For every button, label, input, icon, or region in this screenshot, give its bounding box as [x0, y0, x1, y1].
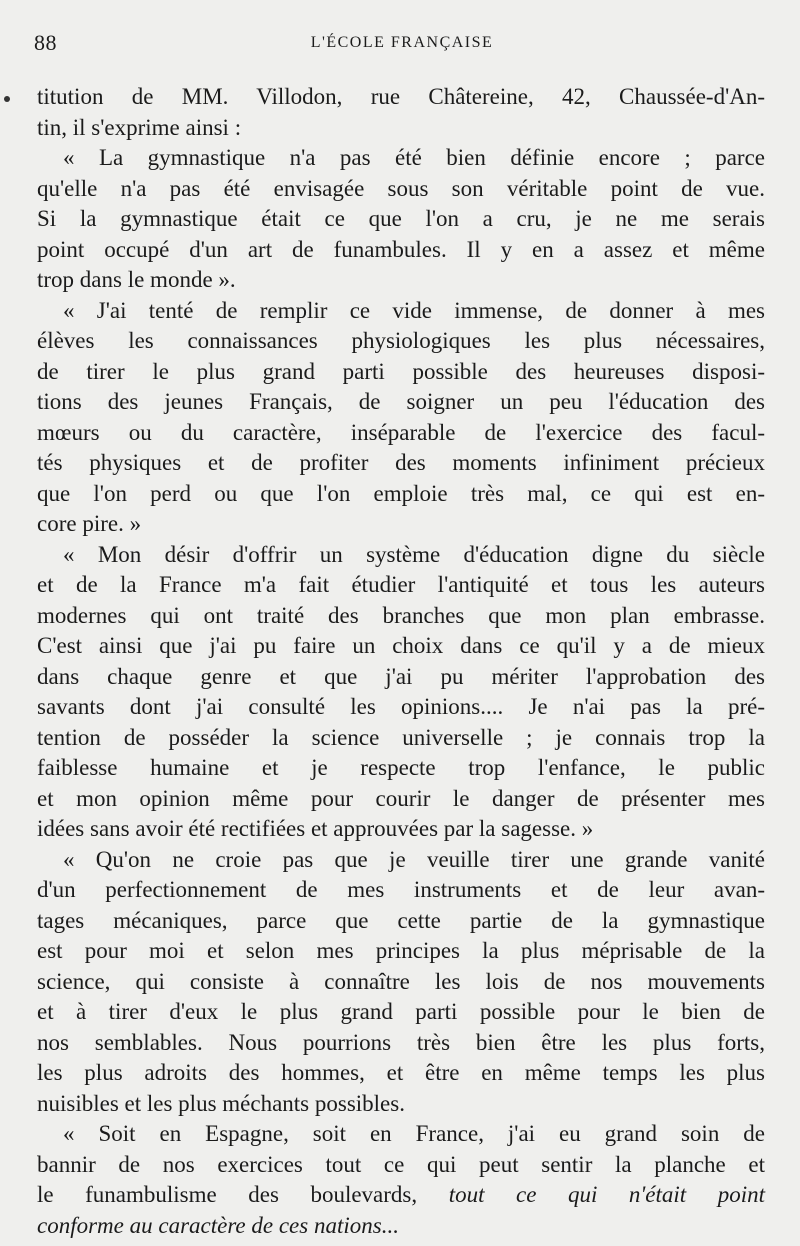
text-line: science, qui consiste à connaître les lois de nos mouvements — [37, 968, 765, 994]
text-line: que l'on perd ou que l'on emploie très mal, ce qui est en- — [37, 480, 765, 506]
text-line-mixed — [37, 1180, 765, 1211]
page-number: 88 — [34, 30, 57, 55]
text-line: et de la France m'a fait étudier l'antiquité et tous les auteurs — [37, 572, 765, 597]
text-line: qu'elle n'a pas été envisagée sous son véritable point de vue. — [37, 175, 765, 201]
text-line: modernes qui ont traité des branches que mon plan embrasse. — [37, 602, 765, 628]
text-line: tés physiques et de profiter des moments infiniment précieux — [37, 450, 765, 475]
text-line: mœurs ou du caractère, inséparable de l'exercice des facul- — [37, 419, 765, 445]
text-line: et mon opinion même pour courir le danger de présenter mes — [37, 785, 765, 811]
text-line: nos semblables. Nous pourrions très bien être les plus forts, — [37, 1029, 765, 1055]
text-line: nuisibles et les plus méchants possibles. — [37, 1090, 405, 1116]
text-line: et à tirer d'eux le plus grand parti possible pour le bien de — [37, 999, 765, 1024]
text-line: « Mon désir d'offrir un système d'éducation digne du siècle — [63, 541, 765, 567]
text-line: de tirer le plus grand parti possible des heureuses disposi- — [37, 358, 765, 384]
text-line: trop dans le monde ». — [37, 267, 236, 292]
text-line: tages mécaniques, parce que cette partie de la gymnastique — [37, 907, 765, 933]
page-header — [34, 30, 770, 60]
text-line: faiblesse humaine et je respecte trop l'enfance, le public — [37, 755, 765, 780]
text-line: est pour moi et selon mes principes la plus méprisable de la — [37, 938, 765, 963]
text-line: « Soit en Espagne, soit en France, j'ai eu grand soin de — [63, 1121, 765, 1146]
text-line: titution de MM. Villodon, rue Châtereine, 42, Chaussée-d'An- — [37, 84, 765, 109]
text-line: élèves les connaissances physiologiques les plus nécessaires, — [37, 328, 765, 353]
text-line: dans chaque genre et que j'ai pu mériter l'approbation des — [37, 663, 765, 689]
text-line: Si la gymnastique était ce que l'on a cru, je ne me serais — [37, 206, 765, 231]
text-line: point occupé d'un art de funambules. Il y en a assez et même — [37, 236, 765, 262]
text-line-italic: conforme au caractère de ces nations... — [37, 1212, 399, 1238]
text-line: C'est ainsi que j'ai pu faire un choix dans ce qu'il y a de mieux — [37, 633, 765, 658]
text-line: d'un perfectionnement de mes instruments et de leur avan- — [37, 877, 765, 902]
margin-mark — [4, 96, 10, 102]
running-title: L'ÉCOLE FRANÇAISE — [310, 34, 494, 51]
text-line: savants dont j'ai consulté les opinions.... Je n'ai pas la pré- — [37, 694, 765, 719]
text-line: « La gymnastique n'a pas été bien définie encore ; parce — [63, 145, 765, 170]
text-line: « Qu'on ne croie pas que je veuille tirer une grande vanité — [63, 846, 765, 872]
body-text — [37, 82, 765, 1241]
text-line: bannir de nos exercices tout ce qui peut sentir la planche et — [37, 1151, 765, 1177]
text-line: les plus adroits des hommes, et être en même temps les plus — [37, 1060, 765, 1085]
text-line-roman: le funambulisme des boulevards, — [37, 1182, 418, 1207]
text-line-italic: tout ce qui n'était point — [448, 1182, 766, 1207]
text-line: « J'ai tenté de remplir ce vide immense, de donner à mes — [63, 297, 765, 323]
text-line: tions des jeunes Français, de soigner un peu l'éducation des — [37, 389, 765, 414]
text-line: tention de posséder la science universelle ; je connais trop la — [37, 724, 765, 750]
text-line: tin, il s'exprime ainsi : — [37, 114, 242, 140]
text-line: idées sans avoir été rectifiées et approuvées par la sagesse. » — [37, 816, 594, 841]
text-line: core pire. » — [37, 511, 142, 536]
